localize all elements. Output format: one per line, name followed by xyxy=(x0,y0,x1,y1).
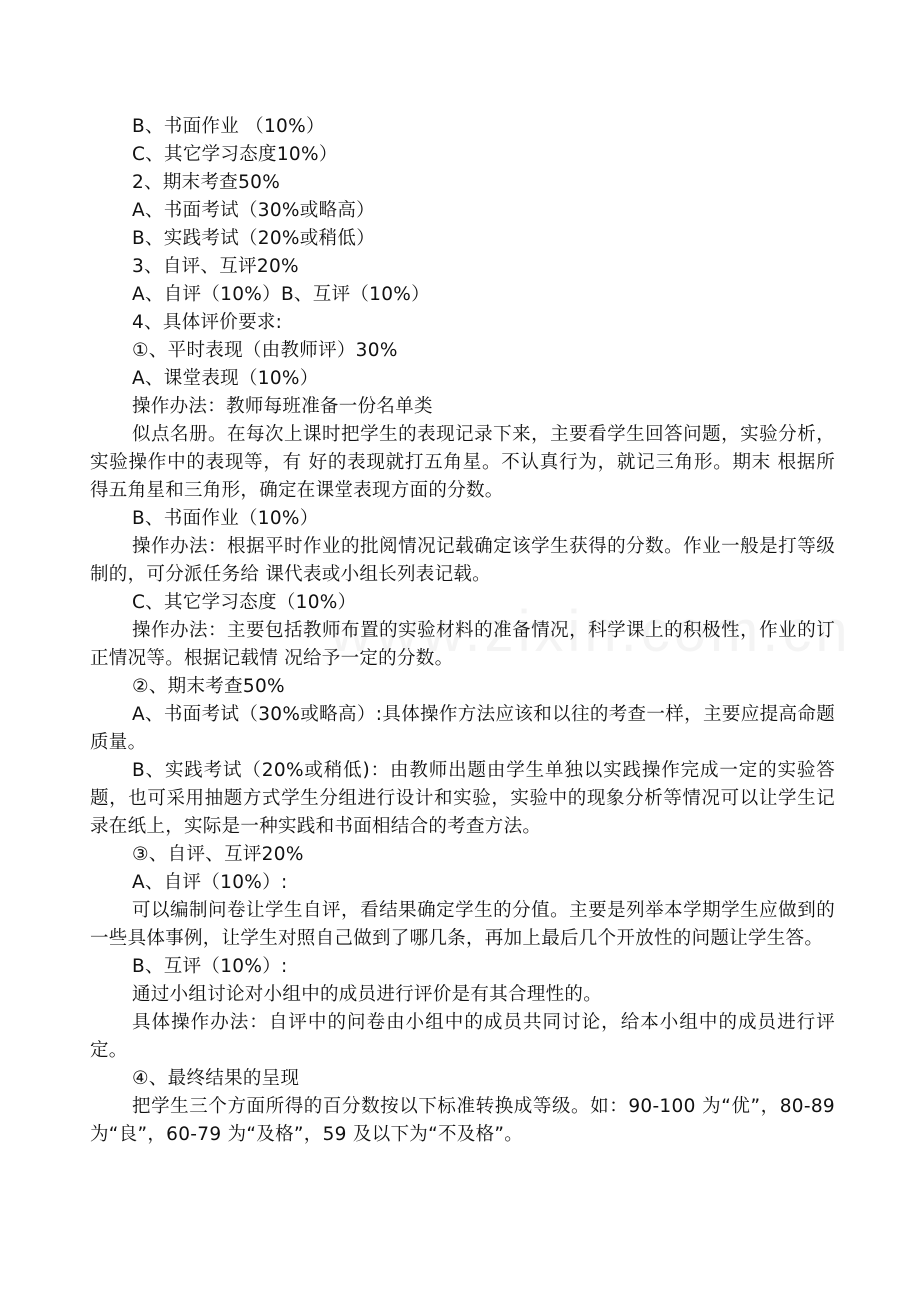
paragraph: C、其它学习态度（10%） xyxy=(132,592,357,613)
paragraph: 操作办法：根据平时作业的批阅情况记载确定该学生获得的分数。作业一般是打等级制的，可分派任务给 课代表或小组长列表记载。 xyxy=(90,536,835,585)
paragraph: A、书面考试（30%或略高） xyxy=(132,200,375,221)
paragraph: A、课堂表现（10%） xyxy=(132,368,319,389)
paragraph: ④、最终结果的呈现 xyxy=(132,1068,300,1089)
paragraph: A、自评（10%）: xyxy=(132,872,288,893)
paragraph: B、互评（10%）: xyxy=(132,956,288,977)
paragraph: ②、期末考查50% xyxy=(132,676,285,697)
paragraph: 4、具体评价要求: xyxy=(132,312,283,333)
paragraph: 操作办法：教师每班准备一份名单类 xyxy=(132,396,433,417)
paragraph: B、书面作业（10%） xyxy=(132,508,319,529)
paragraph: B、实践考试（20%或稍低)：由教师出题由学生单独以实践操作完成一定的实验答题，也可采用抽题方式学生分组进行设计和实验，实验中的现象分析等情况可以让学生记录在纸上，实际是一种实践和书面相结合的考查方法。 xyxy=(90,760,835,837)
paragraph: 具体操作办法：自评中的问卷由小组中的成员共同讨论，给本小组中的成员进行评定。 xyxy=(90,1012,835,1061)
paragraph: 通过小组讨论对小组中的成员进行评价是有其合理性的。 xyxy=(132,984,603,1005)
paragraph: 3、自评、互评20% xyxy=(132,256,299,277)
paragraph: 把学生三个方面所得的百分数按以下标准转换成等级。如：90-100 为“优”，80-89 为“良”，60-79 为“及格”，59 及以下为“不及格”。 xyxy=(90,1096,835,1145)
paragraph: 2、期末考查50% xyxy=(132,172,281,193)
paragraph: B、书面作业 （10%） xyxy=(132,116,325,137)
paragraph: ③、自评、互评20% xyxy=(132,844,304,865)
paragraph: 似点名册。在每次上课时把学生的表现记录下来，主要看学生回答问题，实验分析，实验操作中的表现等，有 好的表现就打五角星。不认真行为，就记三角形。期末 根据所得五角星和三角形，确定在课堂表现方面的分数。 xyxy=(90,424,835,501)
paragraph: B、实践考试（20%或稍低） xyxy=(132,228,376,249)
paragraph: 操作办法：主要包括教师布置的实验材料的准备情况，科学课上的积极性，作业的订正情况等。根据记载情 况给予一定的分数。 xyxy=(90,620,835,669)
paragraph: C、其它学习态度10%） xyxy=(132,144,338,165)
document-body xyxy=(90,113,835,1149)
paragraph: ①、平时表现（由教师评）30% xyxy=(132,340,398,361)
paragraph: 可以编制问卷让学生自评，看结果确定学生的分值。主要是列举本学期学生应做到的一些具体事例，让学生对照自己做到了哪几条，再加上最后几个开放性的问题让学生答。 xyxy=(90,900,835,949)
paragraph: A、书面考试（30%或略高）:具体操作方法应该和以往的考查一样，主要应提高命题质量。 xyxy=(90,704,835,753)
paragraph: A、自评（10%）B、互评（10%） xyxy=(132,284,430,305)
